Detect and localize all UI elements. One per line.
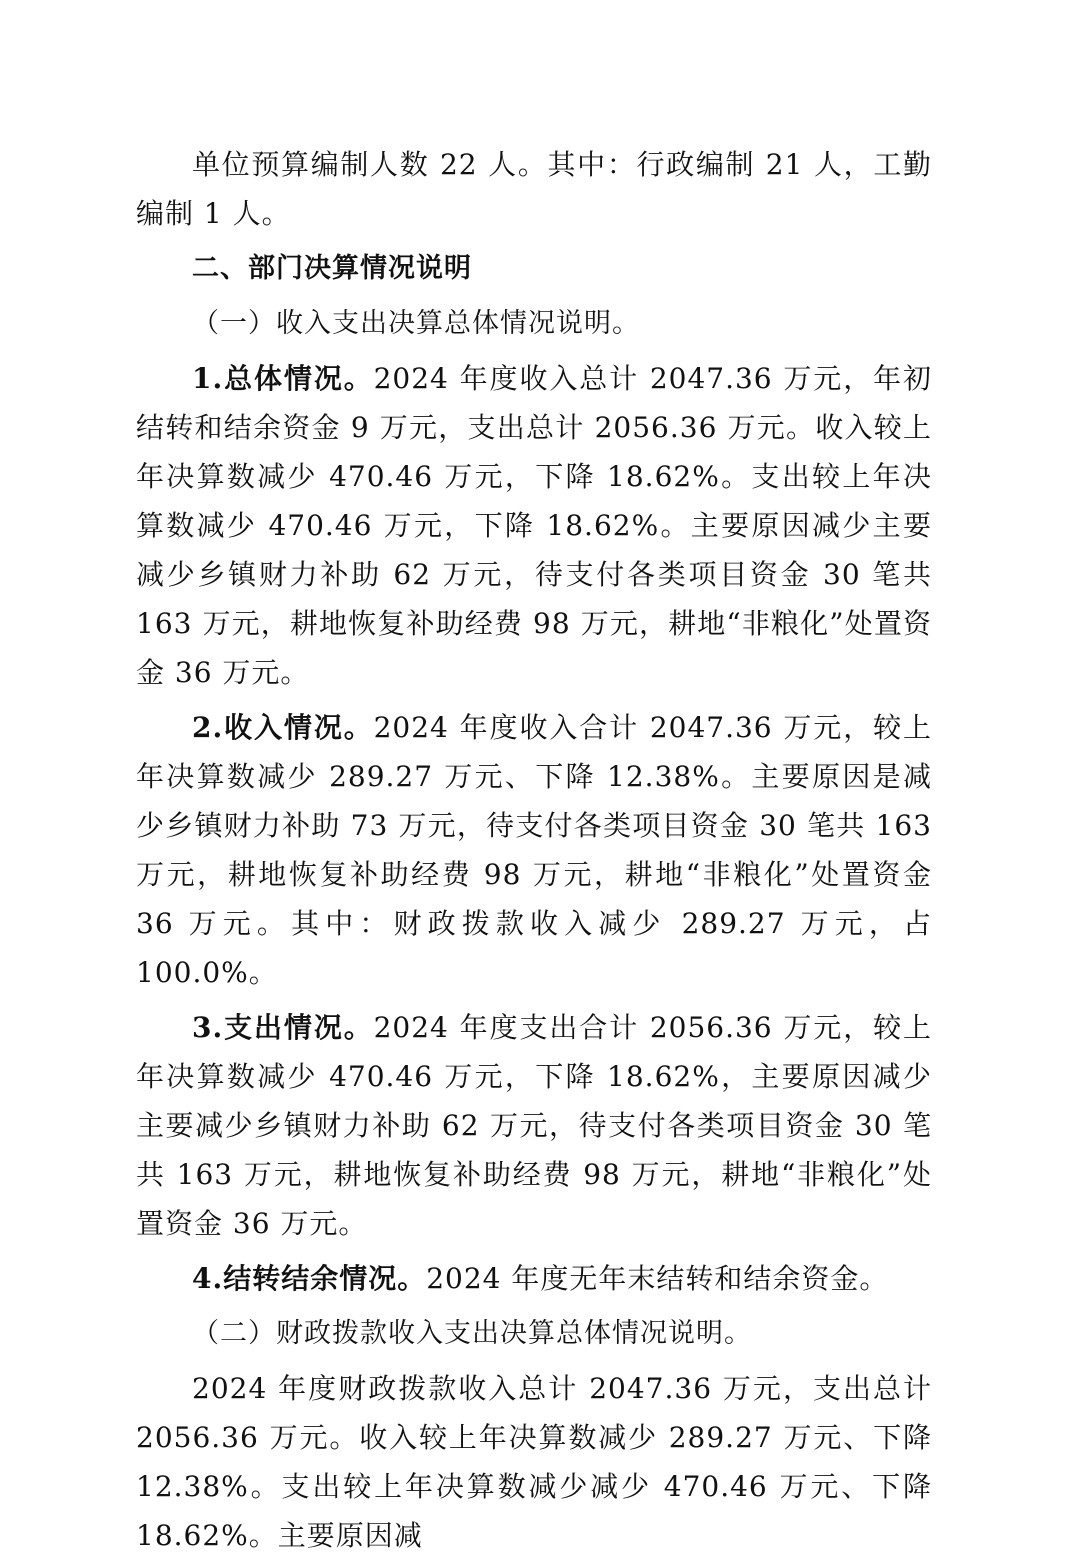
carryover-situation-paragraph — [136, 1254, 932, 1303]
expenditure-situation-paragraph — [136, 1003, 932, 1248]
overall-situation-label: 1.总体情况。 — [192, 362, 374, 395]
overall-situation-text: 2024 年度收入总计 2047.36 万元，年初结转和结余资金 9 万元，支出总计 2056.36 万元。收入较上年决算数减少 470.46 万元，下降 18.62%。支出较上年决算数减少 470.46 万元，下降 18.62%。主要原因减少主要减少乡镇财力补助 62 万元，待支付各类项目资金 30 笔共 163 万元，耕地恢复补助经费 98 万元，耕地“非粮化”处置资金 36 万元。 — [136, 362, 932, 689]
subsection-one-heading: （一）收入支出决算总体情况说明。 — [192, 308, 640, 339]
carryover-situation-label: 4.结转结余情况。 — [192, 1262, 427, 1295]
section-two-heading: 二、部门决算情况说明 — [192, 253, 472, 284]
income-situation-label: 2.收入情况。 — [192, 711, 374, 744]
staff-paragraph: 单位预算编制人数 22 人。其中：行政编制 21 人，工勤编制 1 人。 — [136, 148, 932, 230]
expenditure-situation-label: 3.支出情况。 — [192, 1011, 374, 1044]
expenditure-situation-text: 2024 年度支出合计 2056.36 万元，较上年决算数减少 470.46 万元，下降 18.62%，主要原因减少主要减少乡镇财力补助 62 万元，待支付各类项目资金 30 笔共 163 万元，耕地恢复补助经费 98 万元，耕地“非粮化”处置资金 36 万元。 — [136, 1011, 932, 1240]
income-situation-text: 2024 年度收入合计 2047.36 万元，较上年决算数减少 289.27 万元、下降 12.38%。主要原因是减少乡镇财力补助 73 万元，待支付各类项目资金 30 笔共 163 万元，耕地恢复补助经费 98 万元，耕地“非粮化”处置资金 36 万元。其中：财政拨款收入减少 289.27 万元，占 100.0%。 — [136, 711, 932, 989]
subsection-two-heading: （二）财政拨款收入支出决算总体情况说明。 — [192, 1318, 752, 1349]
income-situation-paragraph — [136, 703, 932, 997]
carryover-situation-text: 2024 年度无年末结转和结余资金。 — [426, 1262, 889, 1295]
document-body — [136, 140, 932, 1560]
fiscal-appropriation-paragraph: 2024 年度财政拨款收入总计 2047.36 万元，支出总计 2056.36 万元。收入较上年决算数减少 289.27 万元、下降 12.38%。支出较上年决算数减少减少 470.46 万元、下降 18.62%。主要原因减 — [136, 1372, 932, 1552]
overall-situation-paragraph — [136, 354, 932, 697]
